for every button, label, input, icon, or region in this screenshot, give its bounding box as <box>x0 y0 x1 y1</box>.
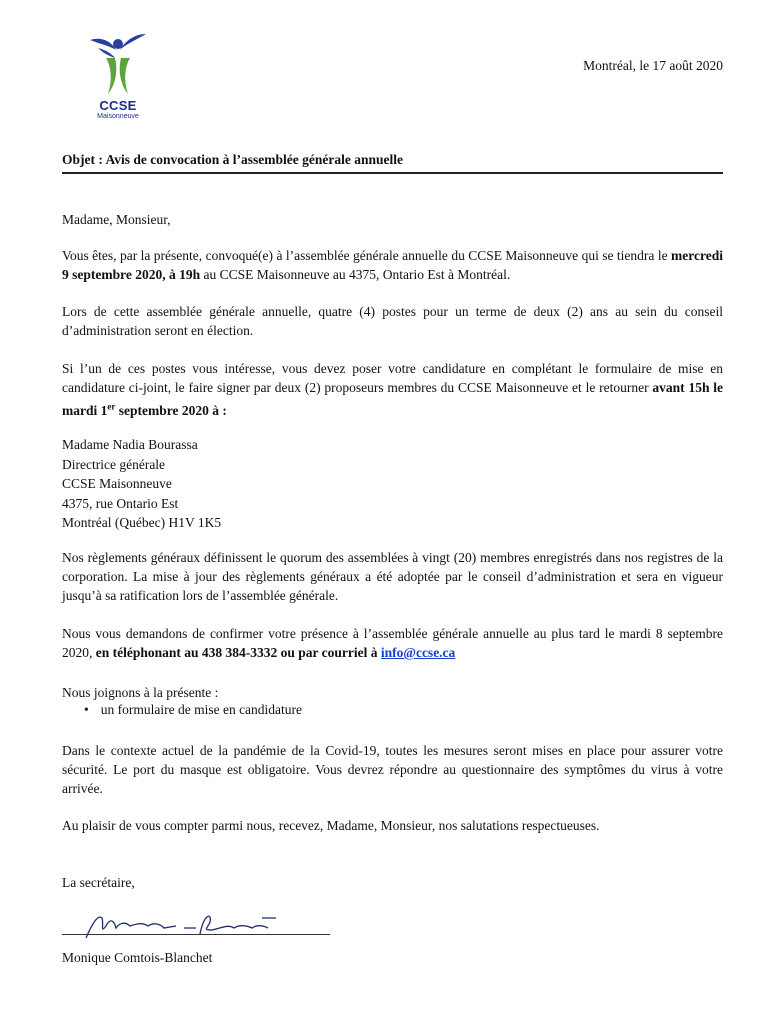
closing: Au plaisir de vous compter parmi nous, recevez, Madame, Monsieur, nos salutations respectueuses. <box>62 818 600 833</box>
signer-name: Monique Comtois-Blanchet <box>62 950 213 965</box>
ccse-figure-logo-icon <box>82 28 154 98</box>
paragraph-election: Lors de cette assemblée générale annuelle, quatre (4) postes pour un terme de deux (2) ans au sein du conseil d’administration seront en élection. <box>62 304 723 338</box>
address-block <box>62 435 723 533</box>
bullet-icon: • <box>84 702 89 717</box>
paragraph-meeting: Vous êtes, par la présente, convoqué(e) à l’assemblée générale annuelle du CCSE Maisonneuve qui se tiendra le mercredi 9 septembre 2020, à 19h au CCSE Maisonneuve au 4375, Ontario Est à Montréal. <box>62 248 723 282</box>
handwritten-signature <box>72 904 312 944</box>
address-line: Montréal (Québec) H1V 1K5 <box>62 515 222 530</box>
attachment-item: • un formulaire de mise en candidature <box>84 702 303 717</box>
salutation: Madame, Monsieur, <box>62 212 171 227</box>
paragraph-confirm: Nous vous demandons de confirmer votre présence à l’assemblée générale annuelle au plus tard le mardi 8 septembre 2020, en téléphonant au 438 384-3332 ou par courriel à info@ccse.ca <box>62 626 723 660</box>
paragraph-candidacy: Si l’un de ces postes vous intéresse, vous devez poser votre candidature en complétant le formulaire de mise en candidature ci-joint, le faire signer par deux (2) proposeurs membres du CCSE Maisonneuve et le retourner avant 15h le mardi 1er septembre 2020 à : <box>62 361 723 418</box>
ccse-logo <box>82 28 154 124</box>
subject-divider <box>62 172 723 174</box>
address-line: CCSE Maisonneuve <box>62 476 172 491</box>
attachments-intro: Nous joignons à la présente : <box>62 685 219 700</box>
signature-line <box>62 934 330 935</box>
address-line: 4375, rue Ontario Est <box>62 495 179 511</box>
signer-role: La secrétaire, <box>62 875 135 890</box>
address-line: Directrice générale <box>62 456 166 472</box>
subject-line: Objet : Avis de convocation à l’assemblée générale annuelle <box>62 152 403 167</box>
paragraph-covid: Dans le contexte actuel de la pandémie de la Covid-19, toutes les mesures seront mises en place pour assurer votre sécurité. Le port du masque est obligatoire. Vous devrez répondre au questionnaire des symptômes du virus à votre arrivée. <box>62 743 723 796</box>
email-link[interactable]: info@ccse.ca <box>380 645 456 660</box>
logo-name: CCSE <box>99 98 137 113</box>
paragraph-quorum: Nos règlements généraux définissent le quorum des assemblées à vingt (20) membres enregistrés dans nos registres de la corporation. La mise à jour des règlements généraux a été adoptée par le conseil d’administration et sera en vigueur jusqu’à sa ratification lors de l’assemblée générale. <box>62 550 723 603</box>
address-line: Madame Nadia Bourassa <box>62 437 198 452</box>
date-line: Montréal, le 17 août 2020 <box>583 58 723 73</box>
logo-subtitle: Maisonneuve <box>97 113 139 120</box>
